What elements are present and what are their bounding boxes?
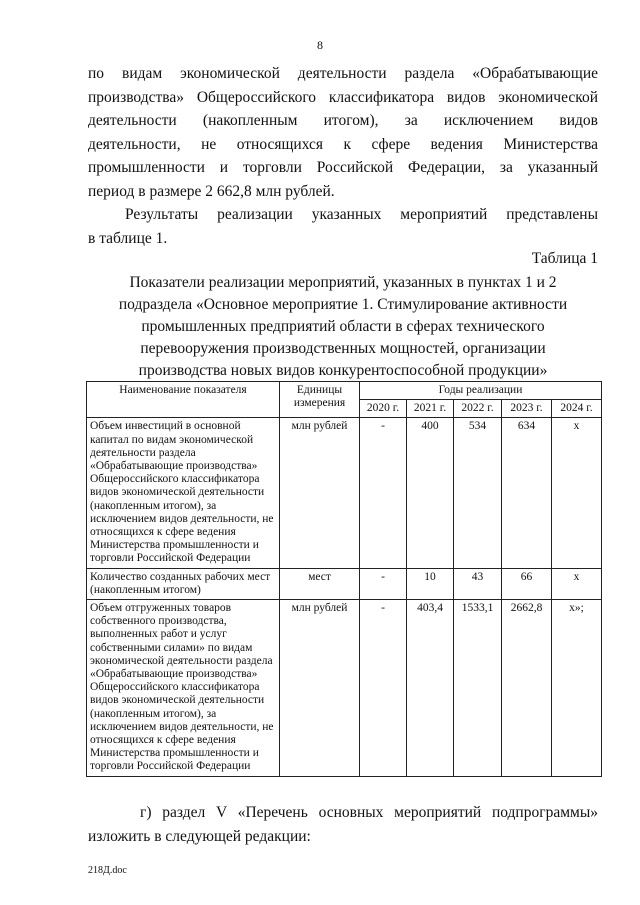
- row-value: -: [360, 568, 407, 599]
- table-title-line: Показатели реализации мероприятий, указанных в пунктах 1 и 2: [129, 274, 557, 291]
- text-line: деятельности (накопленным итогом), за исключением видов: [88, 112, 598, 129]
- row-value: -: [360, 600, 407, 777]
- row-value: 403,4: [407, 600, 454, 777]
- row-value: 634: [502, 418, 552, 568]
- indicators-table: [86, 381, 602, 777]
- header-name: Наименование показателя: [87, 382, 280, 418]
- paragraph-results: [88, 203, 598, 250]
- row-name: Количество созданных рабочих мест (накопленным итогом): [87, 568, 280, 599]
- text-line: период в размере 2 662,8 млн рублей.: [88, 182, 335, 200]
- header-years-group: Годы реализации: [360, 382, 602, 400]
- table-title: [88, 272, 598, 382]
- row-unit: млн рублей: [280, 600, 360, 777]
- table-title-line: производства новых видов конкурентоспособной продукции»: [138, 362, 548, 379]
- table-header-row: [87, 382, 602, 400]
- header-year: 2020 г.: [360, 400, 407, 418]
- row-value: 10: [407, 568, 454, 599]
- table-row: [87, 418, 602, 568]
- row-value: 400: [407, 418, 454, 568]
- text-line: производства» Общероссийского классификатора видов экономической: [88, 88, 598, 106]
- table-title-line: перевооружения производственных мощностей, организации: [140, 340, 546, 357]
- paragraph-intro: [88, 62, 598, 203]
- text-line: деятельности, не относящихся к сфере ведения Министерства: [88, 135, 598, 153]
- row-value: 43: [454, 568, 502, 599]
- row-value: -: [360, 418, 407, 568]
- text-line: г) раздел V «Перечень основных мероприятий подпрограммы»: [140, 804, 598, 821]
- row-value: 2662,8: [502, 600, 552, 777]
- text-line: по видам экономической деятельности раздела «Обрабатывающие: [88, 65, 598, 82]
- row-value: х: [552, 418, 602, 568]
- header-year: 2023 г.: [502, 400, 552, 418]
- header-year: 2021 г.: [407, 400, 454, 418]
- paragraph-section-v: [88, 801, 598, 848]
- table-title-line: промышленных предприятий области в сферах технического: [141, 318, 545, 335]
- page-number: 8: [317, 38, 323, 52]
- table-title-line: подраздела «Основное мероприятие 1. Стимулирование активности: [118, 296, 568, 313]
- row-value: 534: [454, 418, 502, 568]
- row-value: х»;: [552, 600, 602, 777]
- text-line: промышленности и торговли Российской Федерации, за указанный: [88, 159, 598, 176]
- row-value: х: [552, 568, 602, 599]
- row-unit: млн рублей: [280, 418, 360, 568]
- header-unit: Единицы измерения: [280, 382, 360, 418]
- row-name: Объем отгруженных товаров собственного производства, выполненных работ и услуг собственными силами» по видам экономической деятельности раздела «Обрабатывающие производства» Общероссийского классификатора видов экономической деятельности (накопленным итогом), за исключением видов деятельности, не относящихся к сфере ведения Министерства промышленности и торговли Российской Федерации: [87, 600, 280, 777]
- file-name-footer: 218Д.doc: [88, 865, 127, 876]
- header-year: 2022 г.: [454, 400, 502, 418]
- header-year: 2024 г.: [552, 400, 602, 418]
- table-row: [87, 600, 602, 777]
- text-line: изложить в следующей редакции:: [88, 827, 311, 845]
- text-line: Результаты реализации указанных мероприятий представлены: [125, 206, 598, 223]
- row-value: 66: [502, 568, 552, 599]
- table-row: [87, 568, 602, 599]
- table-label: Таблица 1: [531, 250, 598, 267]
- row-value: 1533,1: [454, 600, 502, 777]
- row-name: Объем инвестиций в основной капитал по видам экономической деятельности раздела «Обрабатывающие производства» Общероссийского классификатора видов экономической деятельности (накопленным итогом), за исключением видов деятельности, не относящихся к сфере ведения Министерства промышленности и торговли Российской Федерации: [87, 418, 280, 568]
- text-line: в таблице 1.: [88, 229, 168, 247]
- row-unit: мест: [280, 568, 360, 599]
